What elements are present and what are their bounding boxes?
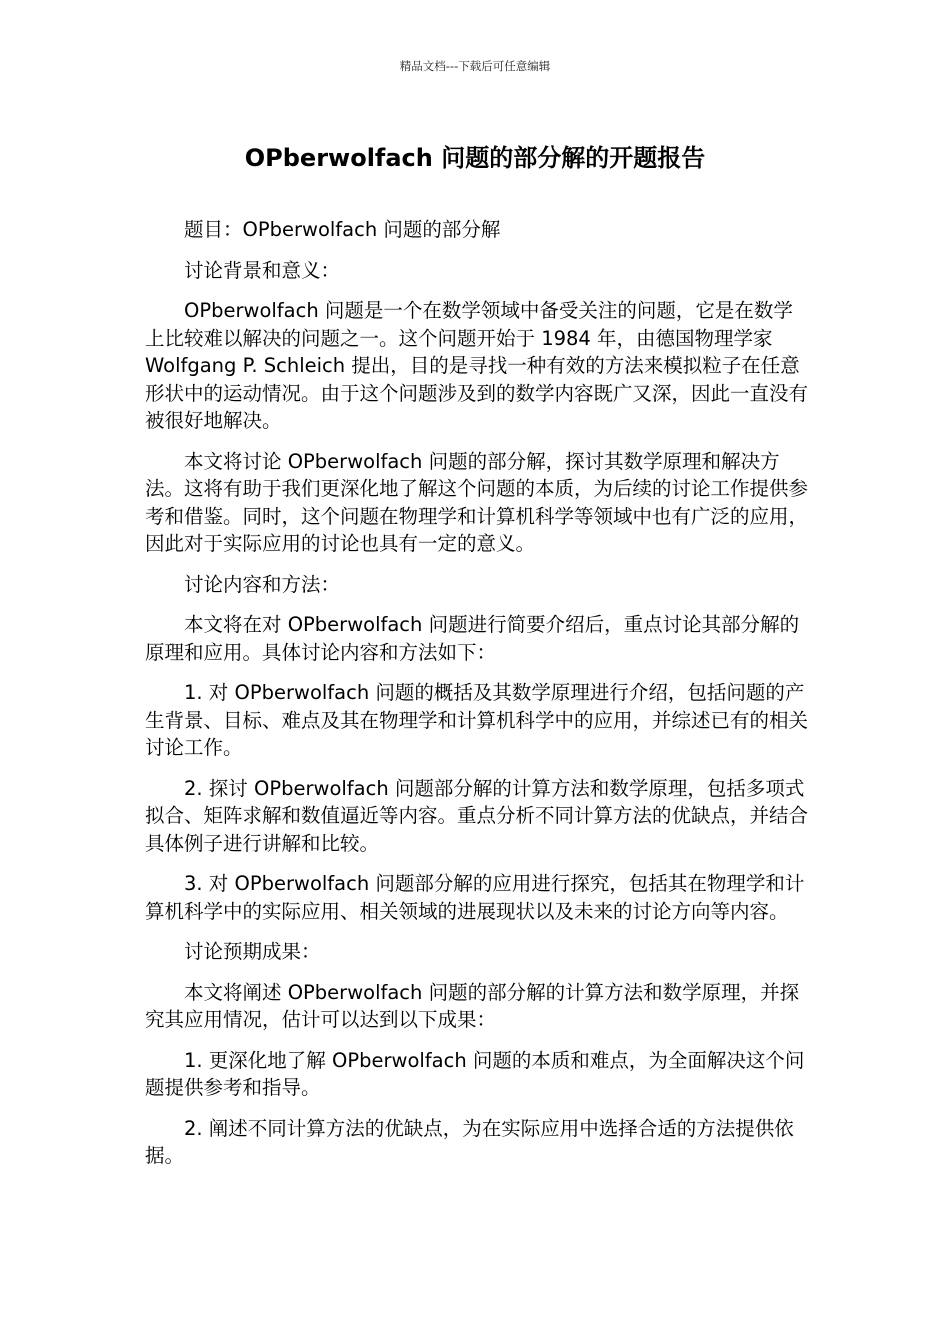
list-item: 2. 探讨 OPberwolfach 问题部分解的计算方法和数学原理，包括多项式拟合、矩阵求解和数值逼近等内容。重点分析不同计算方法的优缺点，并结合具体例子进行讲解和比较。 [145,776,809,855]
section-heading-background: 讨论背景和意义： [184,258,341,282]
body-paragraph: 本文将在对 OPberwolfach 问题进行简要介绍后，重点讨论其部分解的原理和应用。具体讨论内容和方法如下： [145,613,800,664]
topic-line: 题目：OPberwolfach 问题的部分解 [184,218,501,241]
section-heading-outcomes: 讨论预期成果： [184,940,321,963]
page-header: 精品文档---下载后可任意编辑 [399,59,551,73]
body-paragraph: OPberwolfach 问题是一个在数学领域中备受关注的问题，它是在数学上比较难以解决的问题之一。这个问题开始于 1984 年，由德国物理学家 Wolfgang P. Schleich 提出，目的是寻找一种有效的方法来模拟粒子在任意形状中的运动情况。由于这个问题涉及到的数学内容既广又深，因此一直没有被很好地解决。 [145,299,809,432]
document-title: OPberwolfach 问题的部分解的开题报告 [244,144,706,172]
section-heading-methods: 讨论内容和方法： [184,572,341,596]
list-item: 1. 对 OPberwolfach 问题的概括及其数学原理进行介绍，包括问题的产生背景、目标、难点及其在物理学和计算机科学中的应用，并综述已有的相关讨论工作。 [145,681,809,759]
list-item: 2. 阐述不同计算方法的优缺点，为在实际应用中选择合适的方法提供依据。 [145,1116,794,1167]
body-paragraph: 本文将讨论 OPberwolfach 问题的部分解，探讨其数学原理和解决方法。这将有助于我们更深化地了解这个问题的本质，为后续的讨论工作提供参考和借鉴。同时，这个问题在物理学和计算机科学等领域中也有广泛的应用，因此对于实际应用的讨论也具有一定的意义。 [145,449,809,555]
list-item: 3. 对 OPberwolfach 问题部分解的应用进行探究，包括其在物理学和计算机科学中的实际应用、相关领域的进展现状以及未来的讨论方向等内容。 [145,872,805,923]
body-paragraph: 本文将阐述 OPberwolfach 问题的部分解的计算方法和数学原理，并探究其应用情况，估计可以达到以下成果： [145,980,800,1031]
document-body [145,216,810,1183]
list-item: 1. 更深化地了解 OPberwolfach 问题的本质和难点，为全面解决这个问题提供参考和指导。 [145,1048,805,1099]
